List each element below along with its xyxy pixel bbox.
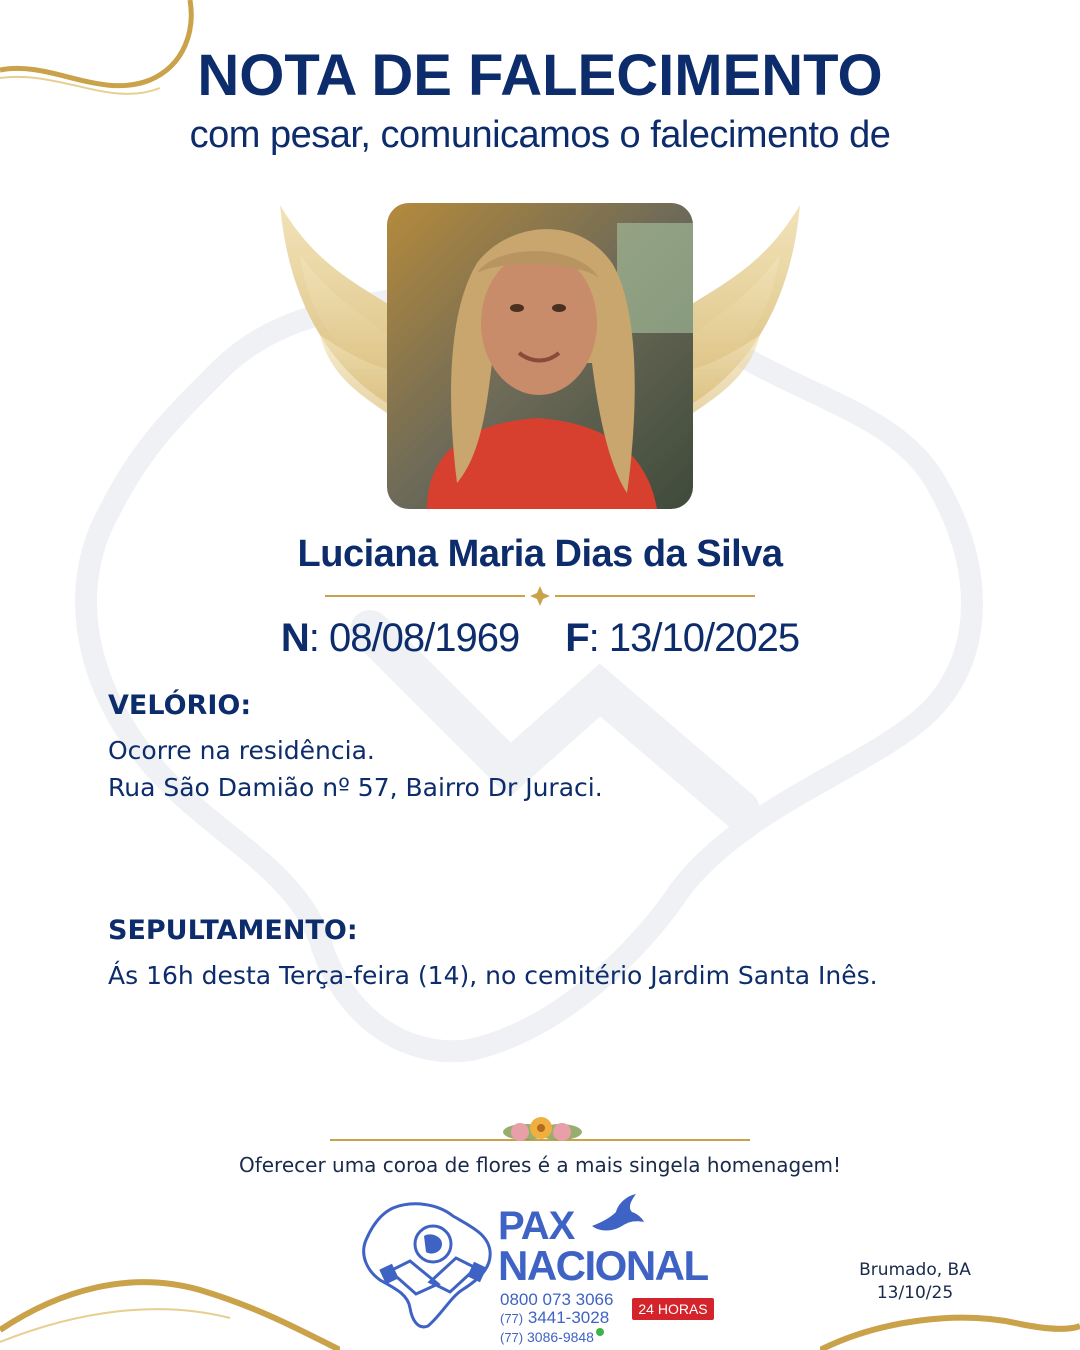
velorio-heading: VELÓRIO: (108, 690, 252, 721)
gold-swirl-bottom-left (0, 1270, 340, 1350)
flower-divider-icon (330, 1108, 750, 1158)
phone-tollfree: 0800 073 3066 (500, 1290, 614, 1309)
velorio-line-2: Rua São Damião nº 57, Bairro Dr Juraci. (108, 773, 603, 802)
sepultamento-text: Ás 16h desta Terça-feira (14), no cemitério Jardim Santa Inês. (108, 961, 878, 990)
deceased-name: Luciana Maria Dias da Silva (297, 533, 783, 575)
date-label: 13/10/25 (876, 1283, 954, 1303)
brazil-map-handshake-logo-icon (358, 1196, 493, 1331)
whatsapp-icon (596, 1328, 604, 1336)
deceased-portrait-photo (387, 203, 693, 509)
phone-whatsapp (500, 1328, 604, 1345)
life-dates: N: 08/08/1969 F: 13/10/2025 (280, 616, 800, 660)
sepultamento-heading: SEPULTAMENTO: (108, 915, 358, 946)
death-label: F (565, 616, 589, 660)
phone-whatsapp-area: (77) (500, 1330, 524, 1345)
birth-label: N (280, 616, 309, 660)
city-label: Brumado, BA (859, 1260, 971, 1280)
death-date: 13/10/2025 (608, 616, 800, 660)
velorio-line-1: Ocorre na residência. (108, 736, 375, 765)
gold-divider-line (325, 586, 755, 606)
brand-name-line-2: NACIONAL (498, 1242, 708, 1289)
location-date (840, 1259, 990, 1305)
24-hours-badge: 24 HORAS (632, 1298, 714, 1320)
brand-name-line-1: PAX (498, 1204, 575, 1248)
phone-landline-area: (77) (500, 1311, 524, 1326)
page-subtitle: com pesar, comunicamos o falecimento de (189, 114, 891, 156)
birth-date: 08/08/1969 (329, 616, 520, 660)
dove-icon (588, 1192, 644, 1236)
homage-message: Oferecer uma coroa de flores é a mais singela homenagem! (238, 1153, 842, 1177)
velorio-text (108, 732, 603, 806)
phone-landline (500, 1308, 609, 1328)
phone-landline-number: 3441-3028 (527, 1308, 610, 1327)
phone-whatsapp-number: 3086-9848 (527, 1329, 594, 1345)
gold-swirl-bottom-right (820, 1300, 1080, 1350)
page-title: NOTA DE FALECIMENTO (197, 43, 883, 108)
